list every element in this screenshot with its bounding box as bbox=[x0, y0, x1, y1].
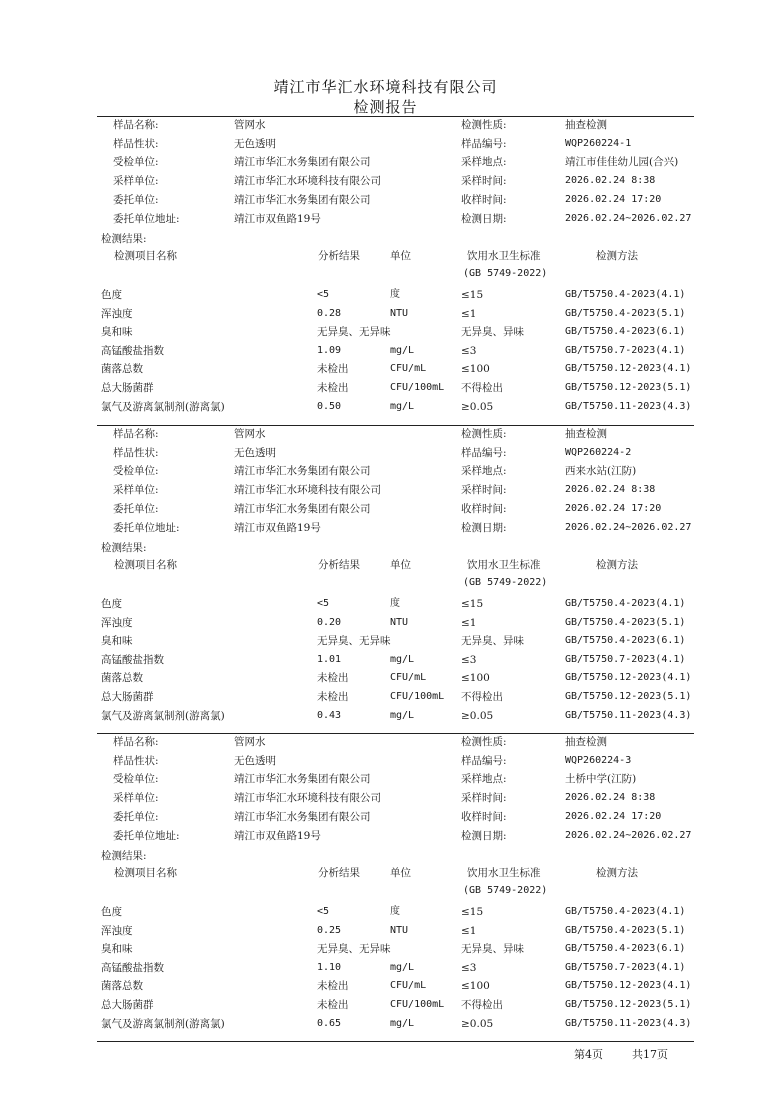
info-label-sampling-time: 采样时间: bbox=[461, 484, 507, 497]
row-method: GB/T5750.4-2023(5.1) bbox=[565, 924, 686, 936]
row-standard: ≥0.05 bbox=[461, 1017, 494, 1030]
info-label-client-unit: 委托单位: bbox=[113, 193, 159, 206]
info-label-client-unit: 委托单位: bbox=[113, 502, 159, 515]
info-value-sample-state: 无色透明 bbox=[234, 446, 276, 459]
row-unit: CFU/100mL bbox=[390, 382, 445, 393]
col-header-standard-ref: (GB 5749-2022) bbox=[463, 577, 548, 588]
row-item-name: 菌落总数 bbox=[101, 672, 143, 685]
row-result: 未检出 bbox=[317, 691, 349, 703]
results-label: 检测结果: bbox=[101, 542, 147, 554]
info-label-test-date: 检测日期: bbox=[461, 829, 507, 842]
info-label-test-nature: 检测性质: bbox=[461, 119, 507, 131]
row-result: <5 bbox=[317, 289, 330, 300]
row-result: 0.50 bbox=[317, 400, 342, 412]
row-standard: 无异臭、异味 bbox=[461, 943, 524, 956]
info-value-sampling-unit: 靖江市华汇水环境科技有限公司 bbox=[234, 792, 381, 805]
col-header-result: 分析结果 bbox=[318, 250, 360, 262]
info-label-sampling-unit: 采样单位: bbox=[113, 484, 159, 497]
info-value-test-date: 2026.02.24~2026.02.27 bbox=[565, 521, 692, 533]
info-value-test-date: 2026.02.24~2026.02.27 bbox=[565, 829, 692, 841]
row-method: GB/T5750.12-2023(4.1) bbox=[565, 980, 692, 992]
info-value-sampling-time: 2026.02.24 8:38 bbox=[565, 175, 656, 187]
info-value-sampling-site: 西来水站(江防) bbox=[565, 465, 637, 478]
row-item-name: 高锰酸盐指数 bbox=[101, 344, 164, 357]
col-header-unit: 单位 bbox=[390, 867, 411, 879]
row-standard: 不得检出 bbox=[461, 691, 503, 703]
row-unit: NTU bbox=[390, 307, 409, 319]
info-label-sample-no: 样品编号: bbox=[461, 754, 507, 767]
info-value-sampling-site: 靖江市佳佳幼儿园(合兴) bbox=[565, 156, 679, 169]
row-item-name: 臭和味 bbox=[101, 326, 133, 339]
row-unit: CFU/mL bbox=[390, 672, 427, 684]
row-method: GB/T5750.4-2023(6.1) bbox=[565, 635, 686, 647]
footer-divider bbox=[97, 1041, 694, 1042]
info-value-client-address: 靖江市双鱼路19号 bbox=[234, 212, 321, 225]
row-method: GB/T5750.7-2023(4.1) bbox=[565, 653, 686, 665]
info-value-sampling-unit: 靖江市华汇水环境科技有限公司 bbox=[234, 484, 381, 497]
row-result: 0.65 bbox=[317, 1017, 342, 1029]
info-value-test-nature: 抽查检测 bbox=[565, 736, 607, 748]
row-result: 0.28 bbox=[317, 307, 342, 319]
col-header-standard: 饮用水卫生标准 bbox=[467, 559, 541, 571]
info-value-test-date: 2026.02.24~2026.02.27 bbox=[565, 212, 692, 224]
info-label-sample-no: 样品编号: bbox=[461, 446, 507, 459]
page-total: 共17页 bbox=[632, 1048, 668, 1061]
row-unit: 度 bbox=[390, 906, 400, 917]
col-header-result: 分析结果 bbox=[318, 867, 360, 879]
info-value-test-nature: 抽查检测 bbox=[565, 428, 607, 440]
row-unit: mg/L bbox=[390, 1017, 415, 1029]
row-standard: 不得检出 bbox=[461, 382, 503, 394]
info-value-inspected-unit: 靖江市华汇水务集团有限公司 bbox=[234, 156, 371, 169]
info-label-test-date: 检测日期: bbox=[461, 212, 507, 225]
page-number: 第4页 bbox=[574, 1048, 603, 1061]
row-result: 0.25 bbox=[317, 924, 342, 936]
col-header-standard-ref: (GB 5749-2022) bbox=[463, 268, 548, 279]
row-result: 无异臭、无异味 bbox=[317, 943, 391, 956]
info-label-sampling-unit: 采样单位: bbox=[113, 175, 159, 188]
info-value-sample-name: 管网水 bbox=[234, 736, 266, 748]
row-standard: ≤100 bbox=[461, 363, 490, 376]
row-method: GB/T5750.11-2023(4.3) bbox=[565, 400, 692, 412]
row-unit: mg/L bbox=[390, 400, 415, 412]
row-unit: 度 bbox=[390, 598, 400, 609]
info-label-inspected-unit: 受检单位: bbox=[113, 156, 159, 169]
info-label-test-nature: 检测性质: bbox=[461, 428, 507, 440]
row-method: GB/T5750.12-2023(4.1) bbox=[565, 672, 692, 684]
results-label: 检测结果: bbox=[101, 233, 147, 245]
col-header-result: 分析结果 bbox=[318, 559, 360, 571]
col-header-item: 检测项目名称 bbox=[114, 559, 177, 571]
col-header-method: 检测方法 bbox=[596, 867, 638, 879]
row-result: 0.43 bbox=[317, 709, 342, 721]
row-standard: ≤3 bbox=[461, 961, 477, 974]
col-header-method: 检测方法 bbox=[596, 250, 638, 262]
row-standard: ≤15 bbox=[461, 598, 484, 610]
row-method: GB/T5750.4-2023(5.1) bbox=[565, 616, 686, 628]
info-value-client-unit: 靖江市华汇水务集团有限公司 bbox=[234, 502, 371, 515]
row-result: 无异臭、无异味 bbox=[317, 326, 391, 339]
info-label-sampling-unit: 采样单位: bbox=[113, 792, 159, 805]
info-label-test-nature: 检测性质: bbox=[461, 736, 507, 748]
row-standard: ≤100 bbox=[461, 980, 490, 993]
info-value-receive-time: 2026.02.24 17:20 bbox=[565, 810, 662, 822]
info-value-client-unit: 靖江市华汇水务集团有限公司 bbox=[234, 810, 371, 823]
info-label-sampling-site: 采样地点: bbox=[461, 773, 507, 786]
row-method: GB/T5750.11-2023(4.3) bbox=[565, 709, 692, 721]
info-value-client-address: 靖江市双鱼路19号 bbox=[234, 829, 321, 842]
row-method: GB/T5750.11-2023(4.3) bbox=[565, 1017, 692, 1029]
row-item-name: 总大肠菌群 bbox=[101, 999, 154, 1011]
row-method: GB/T5750.12-2023(5.1) bbox=[565, 999, 692, 1010]
row-item-name: 臭和味 bbox=[101, 635, 133, 648]
row-result: 未检出 bbox=[317, 999, 349, 1011]
row-result: 未检出 bbox=[317, 672, 349, 685]
row-unit: NTU bbox=[390, 616, 409, 628]
info-label-sample-name: 样品名称: bbox=[113, 119, 159, 131]
row-result: 1.09 bbox=[317, 344, 342, 356]
row-method: GB/T5750.4-2023(5.1) bbox=[565, 307, 686, 319]
col-header-unit: 单位 bbox=[390, 250, 411, 262]
section-divider bbox=[97, 425, 694, 426]
col-header-standard: 饮用水卫生标准 bbox=[467, 867, 541, 879]
row-unit: mg/L bbox=[390, 961, 415, 973]
col-header-unit: 单位 bbox=[390, 559, 411, 571]
row-unit: CFU/100mL bbox=[390, 691, 445, 702]
row-standard: ≤3 bbox=[461, 344, 477, 357]
info-value-sample-name: 管网水 bbox=[234, 428, 266, 440]
info-label-sample-state: 样品性状: bbox=[113, 446, 159, 459]
row-unit: 度 bbox=[390, 289, 400, 300]
info-value-sample-name: 管网水 bbox=[234, 119, 266, 131]
row-item-name: 高锰酸盐指数 bbox=[101, 961, 164, 974]
info-value-sample-no: WQP260224-3 bbox=[565, 754, 632, 766]
row-method: GB/T5750.4-2023(4.1) bbox=[565, 289, 686, 300]
row-item-name: 氯气及游离氯制剂(游离氯) bbox=[101, 400, 225, 413]
row-item-name: 臭和味 bbox=[101, 943, 133, 956]
info-value-sample-state: 无色透明 bbox=[234, 137, 276, 150]
info-label-sample-state: 样品性状: bbox=[113, 137, 159, 150]
row-item-name: 菌落总数 bbox=[101, 980, 143, 993]
info-value-test-nature: 抽查检测 bbox=[565, 119, 607, 131]
row-unit: mg/L bbox=[390, 709, 415, 721]
info-label-sampling-site: 采样地点: bbox=[461, 156, 507, 169]
info-label-sample-name: 样品名称: bbox=[113, 428, 159, 440]
row-item-name: 浑浊度 bbox=[101, 616, 133, 629]
col-header-standard: 饮用水卫生标准 bbox=[467, 250, 541, 262]
info-label-test-date: 检测日期: bbox=[461, 521, 507, 534]
row-unit: NTU bbox=[390, 924, 409, 936]
info-value-sampling-time: 2026.02.24 8:38 bbox=[565, 484, 656, 496]
row-item-name: 高锰酸盐指数 bbox=[101, 653, 164, 666]
company-title: 靖江市华汇水环境科技有限公司 bbox=[273, 78, 498, 96]
row-result: 无异臭、无异味 bbox=[317, 635, 391, 648]
info-value-client-unit: 靖江市华汇水务集团有限公司 bbox=[234, 193, 371, 206]
row-item-name: 氯气及游离氯制剂(游离氯) bbox=[101, 709, 225, 722]
info-value-inspected-unit: 靖江市华汇水务集团有限公司 bbox=[234, 465, 371, 478]
row-standard: ≥0.05 bbox=[461, 709, 494, 722]
info-label-sampling-site: 采样地点: bbox=[461, 465, 507, 478]
info-label-sample-no: 样品编号: bbox=[461, 137, 507, 150]
row-standard: ≥0.05 bbox=[461, 400, 494, 413]
row-result: 0.20 bbox=[317, 616, 342, 628]
row-standard: ≤100 bbox=[461, 672, 490, 685]
info-value-sample-no: WQP260224-1 bbox=[565, 137, 632, 149]
row-method: GB/T5750.4-2023(4.1) bbox=[565, 598, 686, 609]
row-standard: 无异臭、异味 bbox=[461, 326, 524, 339]
row-item-name: 浑浊度 bbox=[101, 307, 133, 320]
row-result: <5 bbox=[317, 598, 330, 609]
col-header-method: 检测方法 bbox=[596, 559, 638, 571]
row-method: GB/T5750.12-2023(5.1) bbox=[565, 382, 692, 393]
info-label-client-address: 委托单位地址: bbox=[113, 521, 180, 534]
info-value-sample-no: WQP260224-2 bbox=[565, 446, 632, 458]
info-label-sample-state: 样品性状: bbox=[113, 754, 159, 767]
row-method: GB/T5750.4-2023(4.1) bbox=[565, 906, 686, 917]
row-unit: CFU/100mL bbox=[390, 999, 445, 1010]
col-header-standard-ref: (GB 5749-2022) bbox=[463, 885, 548, 896]
row-unit: CFU/mL bbox=[390, 363, 427, 375]
info-label-client-address: 委托单位地址: bbox=[113, 212, 180, 225]
row-result: 未检出 bbox=[317, 363, 349, 376]
info-label-client-address: 委托单位地址: bbox=[113, 829, 180, 842]
row-standard: ≤3 bbox=[461, 653, 477, 666]
row-result: 1.01 bbox=[317, 653, 342, 665]
row-standard: ≤1 bbox=[461, 616, 477, 629]
row-unit: CFU/mL bbox=[390, 980, 427, 992]
row-method: GB/T5750.12-2023(5.1) bbox=[565, 691, 692, 702]
info-label-receive-time: 收样时间: bbox=[461, 810, 507, 823]
info-value-sampling-unit: 靖江市华汇水环境科技有限公司 bbox=[234, 175, 381, 188]
row-method: GB/T5750.4-2023(6.1) bbox=[565, 326, 686, 338]
row-unit: mg/L bbox=[390, 653, 415, 665]
row-item-name: 总大肠菌群 bbox=[101, 382, 154, 394]
row-standard: 不得检出 bbox=[461, 999, 503, 1011]
info-value-sampling-site: 土桥中学(江防) bbox=[565, 773, 637, 786]
info-label-client-unit: 委托单位: bbox=[113, 810, 159, 823]
results-label: 检测结果: bbox=[101, 850, 147, 862]
row-item-name: 氯气及游离氯制剂(游离氯) bbox=[101, 1017, 225, 1030]
info-label-sampling-time: 采样时间: bbox=[461, 792, 507, 805]
row-method: GB/T5750.7-2023(4.1) bbox=[565, 961, 686, 973]
row-item-name: 菌落总数 bbox=[101, 363, 143, 376]
row-item-name: 色度 bbox=[101, 906, 122, 918]
info-label-inspected-unit: 受检单位: bbox=[113, 773, 159, 786]
info-value-inspected-unit: 靖江市华汇水务集团有限公司 bbox=[234, 773, 371, 786]
row-standard: ≤15 bbox=[461, 906, 484, 918]
info-value-client-address: 靖江市双鱼路19号 bbox=[234, 521, 321, 534]
col-header-item: 检测项目名称 bbox=[114, 867, 177, 879]
report-title: 检测报告 bbox=[353, 98, 418, 116]
info-value-receive-time: 2026.02.24 17:20 bbox=[565, 193, 662, 205]
row-method: GB/T5750.12-2023(4.1) bbox=[565, 363, 692, 375]
info-value-sample-state: 无色透明 bbox=[234, 754, 276, 767]
row-result: 未检出 bbox=[317, 980, 349, 993]
section-divider bbox=[97, 733, 694, 734]
row-standard: ≤15 bbox=[461, 289, 484, 301]
row-method: GB/T5750.4-2023(6.1) bbox=[565, 943, 686, 955]
info-label-inspected-unit: 受检单位: bbox=[113, 465, 159, 478]
info-label-receive-time: 收样时间: bbox=[461, 193, 507, 206]
row-item-name: 色度 bbox=[101, 289, 122, 301]
info-label-sampling-time: 采样时间: bbox=[461, 175, 507, 188]
header-divider bbox=[97, 116, 694, 117]
row-result: 未检出 bbox=[317, 382, 349, 394]
row-unit: mg/L bbox=[390, 344, 415, 356]
row-method: GB/T5750.7-2023(4.1) bbox=[565, 344, 686, 356]
info-label-sample-name: 样品名称: bbox=[113, 736, 159, 748]
row-standard: ≤1 bbox=[461, 924, 477, 937]
col-header-item: 检测项目名称 bbox=[114, 250, 177, 262]
row-standard: ≤1 bbox=[461, 307, 477, 320]
info-value-sampling-time: 2026.02.24 8:38 bbox=[565, 792, 656, 804]
row-result: <5 bbox=[317, 906, 330, 917]
info-label-receive-time: 收样时间: bbox=[461, 502, 507, 515]
row-result: 1.10 bbox=[317, 961, 342, 973]
row-item-name: 总大肠菌群 bbox=[101, 691, 154, 703]
info-value-receive-time: 2026.02.24 17:20 bbox=[565, 502, 662, 514]
row-item-name: 色度 bbox=[101, 598, 122, 610]
row-item-name: 浑浊度 bbox=[101, 924, 133, 937]
row-standard: 无异臭、异味 bbox=[461, 635, 524, 648]
